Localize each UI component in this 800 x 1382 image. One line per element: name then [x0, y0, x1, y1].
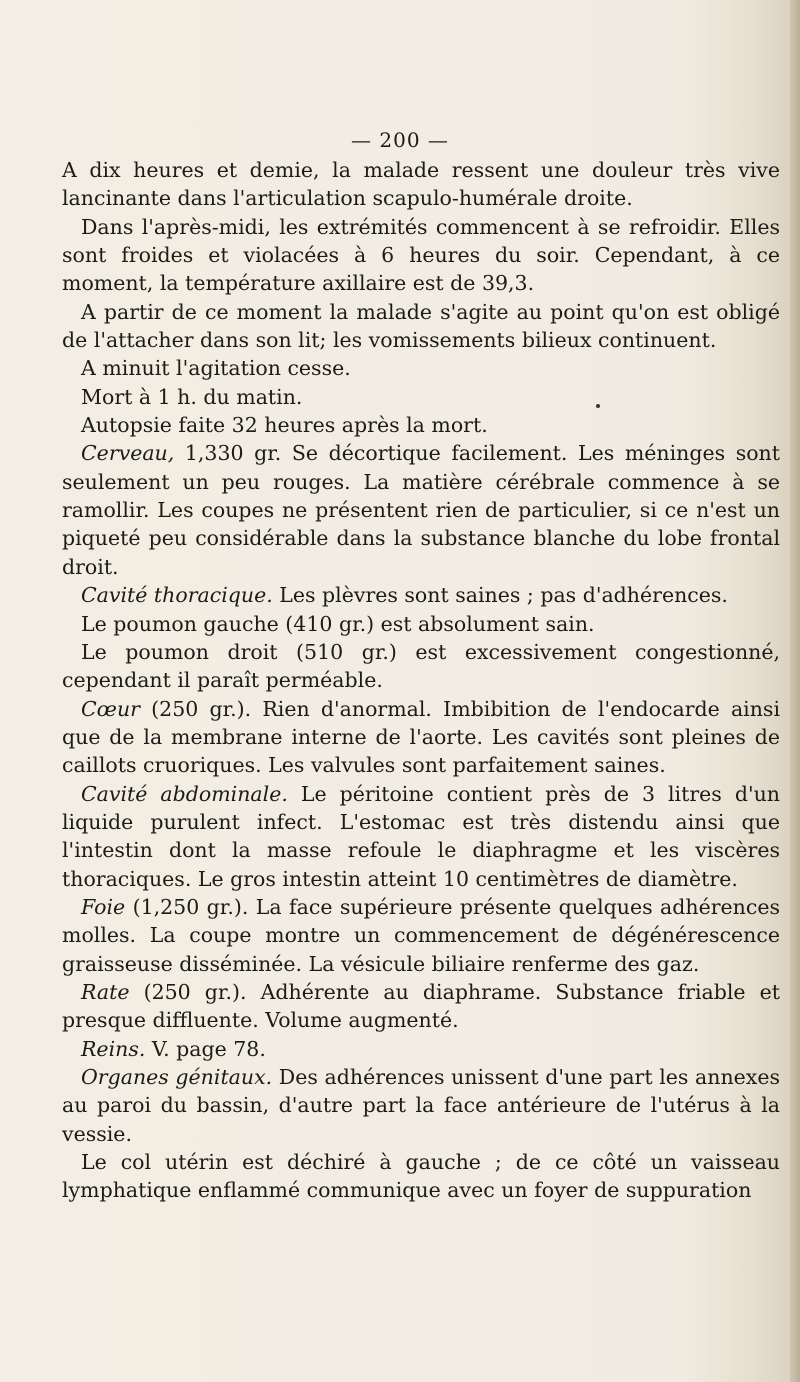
paragraph-reins: Reins. V. page 78. [81, 1036, 266, 1061]
page-number: — 200 — [351, 128, 449, 152]
paragraph-cerveau: Cerveau, 1,330 gr. Se décortique facilement. Les méninges sont seulement un peu rouges. La matière cérébrale commence à se ramollir. Les coupes ne présentent rien de particulier, si ce n'est un piqueté peu considérable dans la substance blanche du lobe frontal droit. [62, 441, 780, 579]
paragraph-3: A partir de ce moment la malade s'agite au point qu'on est obligé de l'attacher dans son lit; les vomissements bilieux continuent. [62, 299, 780, 353]
paragraph-4: A minuit l'agitation cesse. [81, 356, 351, 381]
body-text [62, 156, 780, 1205]
paragraph-col-uterin: Le col utérin est déchiré à gauche ; de ce côté un vaisseau lymphatique enflammé communique avec un foyer de suppuration [62, 1150, 780, 1203]
section-lead: Foie [81, 894, 126, 919]
section-lead: Cœur [81, 696, 140, 721]
paragraph-cavite-thoracique: Cavité thoracique. Les plèvres sont saines ; pas d'adhérences. [81, 583, 728, 608]
paragraph-5: Mort à 1 h. du matin. [81, 384, 303, 409]
page-edge [790, 0, 800, 1382]
paragraph-coeur: Cœur (250 gr.). Rien d'anormal. Imbibition de l'endocarde ainsi que de la membrane interne de l'aorte. Les cavités sont pleines de caillots cruoriques. Les valvules sont parfaitement saines. [62, 696, 780, 778]
paragraph-6: Autopsie faite 32 heures après la mort. [81, 413, 488, 438]
paragraph-foie: Foie (1,250 gr.). La face supérieure présente quelques adhérences molles. La coupe montre un commencement de dégénérescence graisseuse disséminée. La vésicule biliaire renferme des gaz. [62, 894, 780, 976]
paragraph-rate: Rate (250 gr.). Adhérente au diaphrame. Substance friable et presque diffluente. Volume augmenté. [62, 979, 780, 1033]
section-lead: Cavité abdominale. [81, 781, 288, 806]
ink-speck [596, 404, 600, 408]
paragraph-cavite-abdominale: Cavité abdominale. Le péritoine contient près de 3 litres d'un liquide purulent infect. L'estomac est très distendu ainsi que l'intestin dont la masse refoule le diaphragme et les viscères thoraciques. Le gros intestin atteint 10 centimètres de diamètre. [62, 781, 780, 891]
paragraph-organes-genitaux: Organes génitaux. Des adhérences unissent d'une part les annexes au paroi du bassin, d'autre part la face antérieure de l'utérus à la vessie. [62, 1065, 780, 1146]
paragraph-2: Dans l'après-midi, les extrémités commencent à se refroidir. Elles sont froides et violacées à 6 heures du soir. Cependant, à ce moment, la température axillaire est de 39,3. [62, 214, 780, 296]
section-lead: Rate [81, 979, 130, 1004]
paragraph-poumon-gauche: Le poumon gauche (410 gr.) est absolument sain. [81, 611, 595, 636]
paragraph-poumon-droit: Le poumon droit (510 gr.) est excessivement congestionné, cependant il paraît perméable. [62, 639, 780, 693]
paragraph-1: A dix heures et demie, la malade ressent une douleur très vive lancinante dans l'articulation scapulo-humérale droite. [62, 158, 780, 211]
section-lead: Cavité thoracique. [81, 583, 273, 608]
section-lead: Reins. [81, 1036, 146, 1061]
section-lead: Cerveau, [81, 441, 175, 466]
section-lead: Organes génitaux. [81, 1065, 273, 1089]
